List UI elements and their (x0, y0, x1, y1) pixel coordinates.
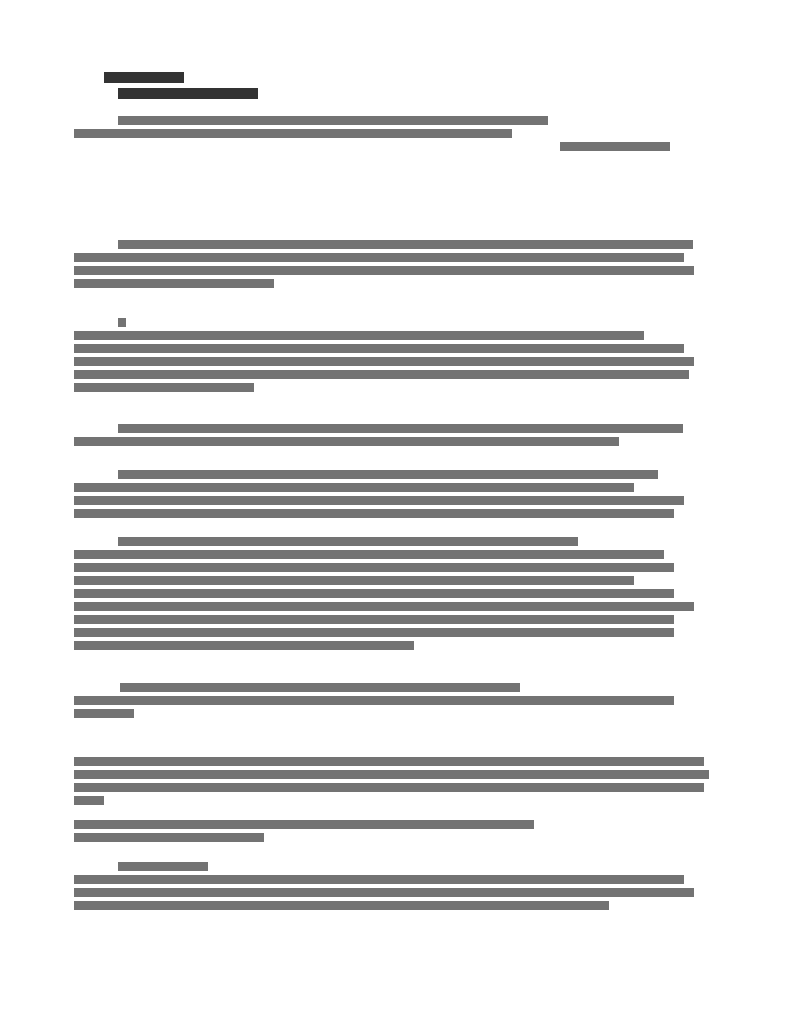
paragraph (74, 537, 724, 664)
text-line (74, 383, 254, 392)
paragraph (74, 116, 724, 165)
paragraph (74, 318, 724, 406)
text-line (74, 875, 684, 884)
text-line (118, 537, 578, 546)
text-line (74, 796, 104, 805)
text-line (118, 240, 693, 249)
text-line (74, 266, 694, 275)
text-line (74, 344, 684, 353)
text-line (74, 550, 664, 559)
text-line (118, 470, 658, 479)
text-line (74, 901, 609, 910)
text-line (74, 370, 689, 379)
paragraph (74, 240, 724, 302)
text-line (120, 683, 520, 692)
paragraph (74, 683, 724, 732)
text-line (74, 709, 134, 718)
text-line (74, 483, 634, 492)
text-line (74, 496, 684, 505)
text-line (74, 437, 619, 446)
text-line (74, 783, 704, 792)
text-line (118, 862, 208, 871)
text-line (118, 424, 683, 433)
text-line (560, 142, 670, 151)
text-line (74, 833, 264, 842)
text-line (74, 696, 674, 705)
text-line (74, 628, 674, 637)
paragraph (74, 424, 724, 460)
text-line (74, 615, 674, 624)
text-line (74, 331, 644, 340)
text-line (74, 279, 274, 288)
text-line (74, 602, 694, 611)
text-line (118, 116, 548, 125)
text-line (74, 770, 709, 779)
text-line (118, 318, 126, 327)
paragraph (74, 757, 724, 819)
text-line (74, 563, 674, 572)
text-line (74, 589, 674, 598)
text-line (74, 820, 534, 829)
text-line (74, 253, 684, 262)
text-line (74, 509, 674, 518)
page-heading (104, 72, 324, 102)
text-line (74, 757, 704, 766)
paragraph (74, 862, 724, 924)
text-line (74, 641, 414, 650)
text-line (74, 576, 634, 585)
text-line (74, 888, 694, 897)
text-line (74, 129, 512, 138)
text-line (74, 357, 694, 366)
paragraph (74, 470, 724, 532)
paragraph (74, 820, 724, 856)
